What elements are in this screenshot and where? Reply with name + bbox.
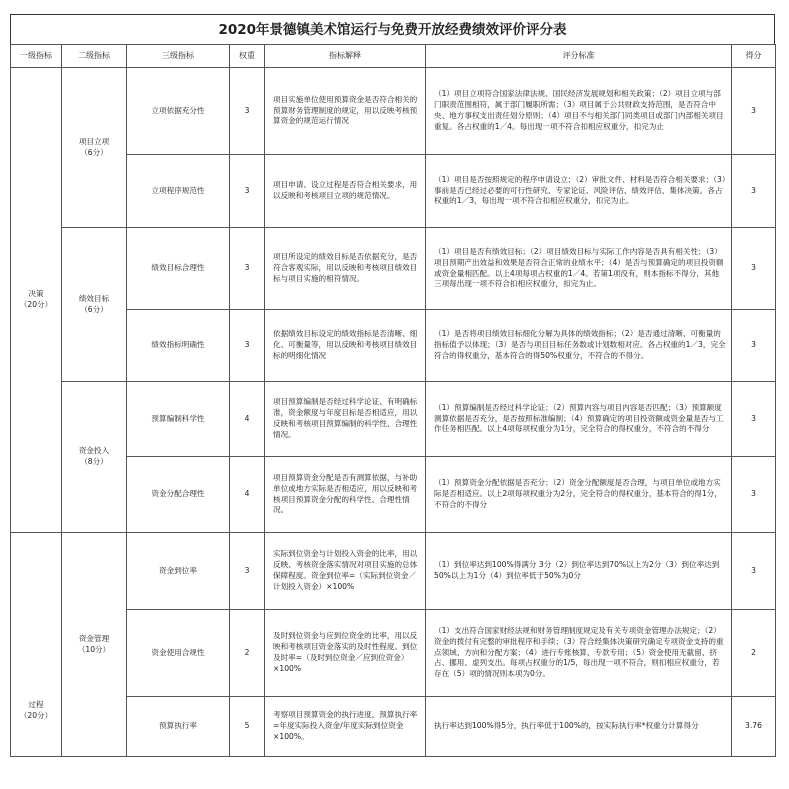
standard-cell: （1）项目立项符合国家法律法规、国民经济发展规划和相关政策；（2）项目立项与部门职责范围相符，属于部门履职所需；（3）项目属于公共财政支持范围，是否符合中央、地方事权支出责任划分原则；（4）项目不与相关部门同类项目或部门内部相关项目重复。各占权重的1／4。每出现一项不符合扣相应权重分，扣完为止: [426, 68, 732, 155]
explain-cell: 项目预算编制是否经过科学论证、有明确标准，资金额度与年度目标是否相适应，用以反映和考核项目预算编制的科学性、合理性情况。: [265, 382, 426, 457]
weight-cell: 3: [230, 310, 265, 382]
explain-cell: 实际到位资金与计划投入资金的比率，用以反映、考核资金落实情况对项目实施的总体保障程度。资金到位率=（实际到位资金／计划投入资金）×100%: [265, 533, 426, 610]
explain-cell: 项目实施单位使用预算资金是否符合相关的预算财务管理制度的规定，用以反映考核预算资金的规范运行情况: [265, 68, 426, 155]
header-standard: 评分标准: [426, 45, 732, 68]
table-row: [11, 228, 776, 310]
level2-name: 资金投入: [78, 446, 110, 456]
standard-cell: （1）项目是否按照规定的程序申请设立；（2）审批文件、材料是否符合相关要求；（3）事前是否已经过必要的可行性研究、专家论证、风险评估、绩效评估、集体决策。各占权重的1／3，每出现一项不符合扣相应权重分，扣完为止。: [426, 155, 732, 228]
level1-cell: [11, 533, 62, 757]
table-row: [11, 68, 776, 155]
explain-cell: 项目申请、设立过程是否符合相关要求，用以反映和考核项目立项的规范情况。: [265, 155, 426, 228]
standard-cell: （1）项目是否有绩效目标；（2）项目绩效目标与实际工作内容是否具有相关性；（3）项目预期产出效益和效果是否符合正常的业绩水平；（4）是否与预算确定的项目投资额或资金量相匹配。以上4项每项占权重的1／4。若第1项没有，则本指标不得分，其他三项每出现一项不符合扣相应权重分，扣完为止。: [426, 228, 732, 310]
level1-name: 过程: [28, 700, 44, 710]
score-cell: 3: [732, 310, 776, 382]
standard-cell: （1）到位率达到100%得满分 3分（2）到位率达到70%以上为2分（3）到位率达到50%以上为1分（4）到位率低于50%为0分: [426, 533, 732, 610]
score-sheet: [10, 14, 775, 757]
weight-cell: 3: [230, 533, 265, 610]
sheet-title: 2020年景德镇美术馆运行与免费开放经费绩效评价评分表: [10, 14, 775, 44]
explain-cell: 项目预算资金分配是否有测算依据，与补助单位或地方实际是否相适应，用以反映和考核项目预算资金分配的科学性、合理性情况。: [265, 457, 426, 533]
header-explain: 指标解释: [265, 45, 426, 68]
score-cell: 3: [732, 68, 776, 155]
weight-cell: 2: [230, 610, 265, 697]
level3-cell: 绩效指标明确性: [127, 310, 230, 382]
standard-cell: （1）预算编制是否经过科学论证；（2）预算内容与项目内容是否匹配；（3）预算额度测算依据是否充分，是否按照标准编制；（4）预算确定的项目投资额或资金量是否与工作任务相匹配。以上4项每项权重分为1分，完全符合的得权重分，不符合的不得分: [426, 382, 732, 457]
level2-name: 资金管理: [78, 633, 110, 643]
standard-cell: （1）是否将项目绩效目标细化分解为具体的绩效指标；（2）是否通过清晰、可衡量的指标值予以体现；（3）是否与项目目标任务数或计划数相对应。各占权重的1／3，完全符合的得权重分，基本符合的得50%权重分，不符合的不得分。: [426, 310, 732, 382]
level2-points: （10分）: [77, 644, 111, 654]
weight-cell: 3: [230, 228, 265, 310]
level3-cell: 预算编制科学性: [127, 382, 230, 457]
standard-cell: （1）支出符合国家财经法规和财务管理制度规定及有关专项资金管理办法规定；（2）资金的拨付有完整的审批程序和手续；（3）符合经集体决策研究确定专项资金支持的重点领域、方向和分配方案；（4）进行专账核算、专款专用；（5）资金使用无截留、挤占、挪用、虚列支出。每项占权重分的1/5，每出现一项不符合，则扣相应权重分，若存在（5）项的情况则本项为0分。: [426, 610, 732, 697]
weight-cell: 5: [230, 697, 265, 757]
explain-cell: 依据绩效目标设定的绩效指标是否清晰、细化、可衡量等，用以反映和考核项目绩效目标的明细化情况: [265, 310, 426, 382]
table-row: [11, 533, 776, 610]
table-row: [11, 382, 776, 457]
level3-cell: 立项依据充分性: [127, 68, 230, 155]
score-cell: 3: [732, 457, 776, 533]
weight-cell: 4: [230, 382, 265, 457]
header-weight: 权重: [230, 45, 265, 68]
score-cell: 2: [732, 610, 776, 697]
level1-points: （20分）: [19, 711, 53, 721]
level2-name: 项目立项: [78, 136, 110, 146]
level2-name: 绩效目标: [78, 293, 110, 303]
level3-cell: 预算执行率: [127, 697, 230, 757]
level3-cell: 绩效目标合理性: [127, 228, 230, 310]
standard-cell: （1）预算资金分配依据是否充分；（2）资金分配额度是否合理，与项目单位或地方实际是否相适应。以上2项每项权重分为2分，完全符合的得权重分，基本符合的得1分，不符合的不得分: [426, 457, 732, 533]
header-level2: 二级指标: [62, 45, 127, 68]
level2-cell: [62, 228, 127, 382]
header-level1: 一级指标: [11, 45, 62, 68]
score-cell: 3: [732, 533, 776, 610]
level3-cell: 资金到位率: [127, 533, 230, 610]
header-level3: 三级指标: [127, 45, 230, 68]
level3-cell: 资金分配合理性: [127, 457, 230, 533]
weight-cell: 3: [230, 68, 265, 155]
level3-cell: 立项程序规范性: [127, 155, 230, 228]
standard-cell: 执行率达到100%得5分，执行率低于100%的，按实际执行率*权重分计算得分: [426, 697, 732, 757]
score-cell: 3: [732, 382, 776, 457]
explain-cell: 考察项目预算资金的执行进度，预算执行率=年度实际投入资金/年度实际到位资金×100%。: [265, 697, 426, 757]
score-cell: 3: [732, 155, 776, 228]
header-row: [11, 45, 776, 68]
weight-cell: 3: [230, 155, 265, 228]
explain-cell: 及时到位资金与应到位资金的比率，用以反映和考核项目资金落实的及时性程度。到位及时率=（及时到位资金／应到位资金）×100%: [265, 610, 426, 697]
level2-points: （6分）: [80, 147, 108, 157]
level1-points: （20分）: [19, 300, 53, 309]
score-cell: 3.76: [732, 697, 776, 757]
evaluation-table: [10, 44, 776, 757]
weight-cell: 4: [230, 457, 265, 533]
level1-name: 决策: [28, 289, 44, 299]
score-cell: 3: [732, 228, 776, 310]
level2-points: （6分）: [80, 304, 108, 314]
level3-cell: 资金使用合规性: [127, 610, 230, 697]
header-score: 得分: [732, 45, 776, 68]
level1-cell: [11, 68, 62, 533]
level2-cell: [62, 533, 127, 757]
level2-points: （8分）: [80, 457, 108, 466]
level2-cell: [62, 382, 127, 533]
explain-cell: 项目所设定的绩效目标是否依据充分，是否符合客观实际，用以反映和考核项目绩效目标与项目实施的相符情况。: [265, 228, 426, 310]
level2-cell: [62, 68, 127, 228]
